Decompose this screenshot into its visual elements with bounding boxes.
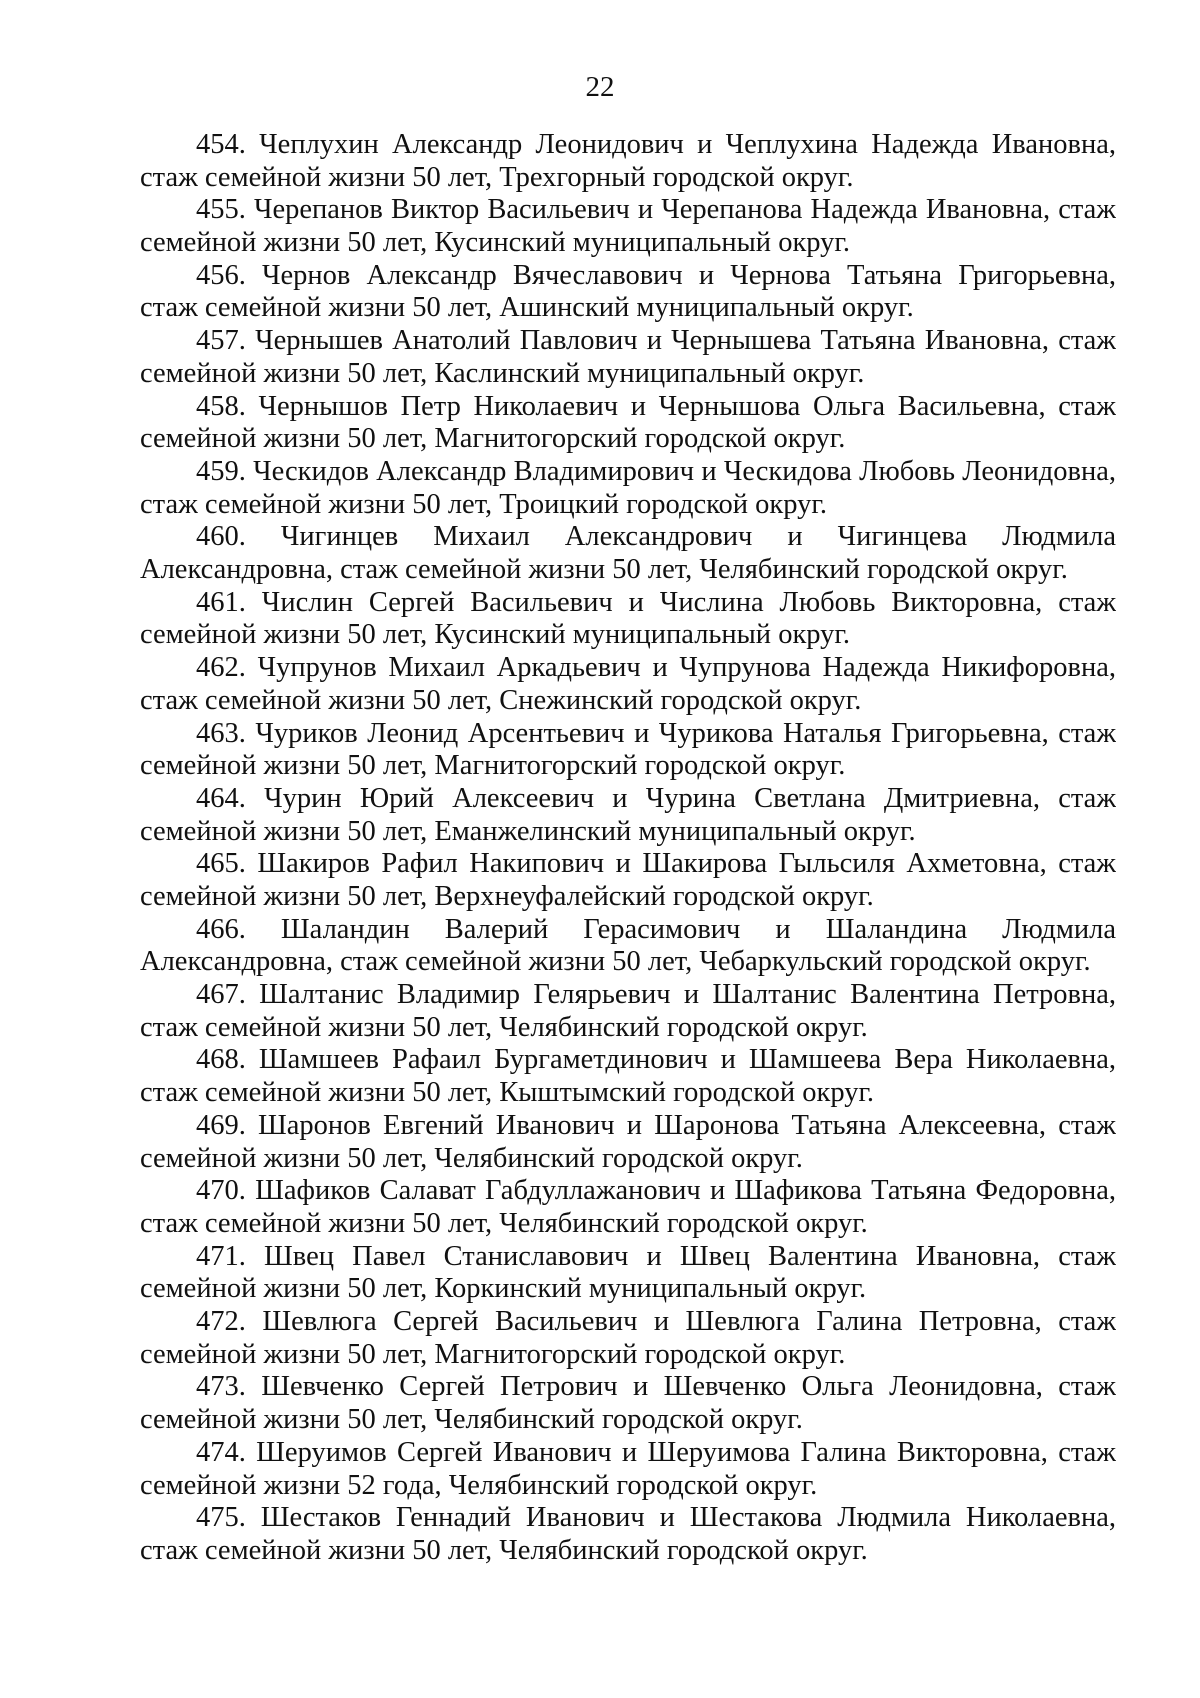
- entry-text-line-2: семейной жизни 50 лет, Кусинский муниципальный округ.: [140, 227, 851, 259]
- entry-number: 456.: [196, 259, 246, 291]
- entry-number: 454.: [196, 129, 246, 160]
- entry-text-line-1: Чигинцев Михаил Александрович и Чигинцева Людмила: [280, 521, 1116, 553]
- entry-number: 472.: [196, 1306, 246, 1338]
- list-item: [140, 1371, 1116, 1436]
- entry-number: 475.: [196, 1502, 246, 1534]
- entry-text-line-2: стаж семейной жизни 50 лет, Челябинский городской округ.: [140, 1534, 868, 1566]
- entry-text-line-2: Александровна, стаж семейной жизни 50 лет, Челябинский городской округ.: [140, 554, 1068, 586]
- entry-text-line-1: Шамшеев Рафаил Бургаметдинович и Шамшеева Вера Николаевна,: [258, 1044, 1116, 1076]
- entry-number: 461.: [196, 586, 246, 618]
- entry-text-line-1: Числин Сергей Васильевич и Числина Любовь Викторовна, стаж: [261, 586, 1116, 618]
- entry-text-line-2: стаж семейной жизни 50 лет, Кыштымский городской округ.: [140, 1077, 875, 1109]
- entry-text-line-1: Шафиков Салават Габдуллажанович и Шафикова Татьяна Федоровна,: [255, 1175, 1116, 1207]
- entry-list: [140, 129, 1116, 1568]
- entry-first-line: [140, 260, 1116, 293]
- list-item: [140, 456, 1116, 521]
- list-item: [140, 1044, 1116, 1109]
- entry-first-line: [140, 718, 1116, 751]
- entry-text-line-1: Черепанов Виктор Васильевич и Черепанова Надежда Ивановна, стаж: [253, 194, 1116, 226]
- entry-first-line: [140, 1241, 1116, 1274]
- entry-number: 465.: [196, 848, 246, 880]
- entry-text-line-2: семейной жизни 50 лет, Кусинский муниципальный округ.: [140, 619, 851, 651]
- entry-text-line-1: Шевченко Сергей Петрович и Шевченко Ольга Леонидовна, стаж: [261, 1371, 1116, 1403]
- entry-text-line-2: стаж семейной жизни 50 лет, Троицкий городской округ.: [140, 488, 827, 520]
- entry-text-line-1: Чеплухин Александр Леонидович и Чеплухина Надежда Ивановна,: [259, 129, 1116, 160]
- list-item: [140, 521, 1116, 586]
- entry-first-line: [140, 1437, 1116, 1470]
- entry-text-line-1: Чупрунов Михаил Аркадьевич и Чупрунова Надежда Никифоровна,: [257, 652, 1116, 684]
- list-item: [140, 391, 1116, 456]
- entry-first-line: [140, 194, 1116, 227]
- entry-text-line-1: Ческидов Александр Владимирович и Ческидова Любовь Леонидовна,: [253, 455, 1116, 487]
- entry-text-line-1: Шеруимов Сергей Иванович и Шеруимова Галина Викторовна, стаж: [256, 1436, 1116, 1468]
- list-item: [140, 783, 1116, 848]
- entry-number: 462.: [196, 652, 246, 684]
- entry-text-line-2: семейной жизни 50 лет, Еманжелинский муниципальный округ.: [140, 815, 916, 847]
- entry-first-line: [140, 979, 1116, 1012]
- entry-text-line-2: семейной жизни 50 лет, Магнитогорский городской округ.: [140, 1338, 846, 1370]
- entry-number: 470.: [196, 1175, 246, 1207]
- entry-text-line-2: стаж семейной жизни 50 лет, Ашинский муниципальный округ.: [140, 292, 914, 324]
- entry-number: 466.: [196, 913, 246, 945]
- entry-first-line: [140, 456, 1116, 489]
- entry-text-line-1: Шестаков Геннадий Иванович и Шестакова Людмила Николаевна,: [260, 1502, 1116, 1534]
- entry-first-line: [140, 391, 1116, 424]
- entry-text-line-2: стаж семейной жизни 50 лет, Челябинский городской округ.: [140, 1011, 868, 1043]
- entry-first-line: [140, 914, 1116, 947]
- entry-number: 464.: [196, 782, 246, 814]
- entry-first-line: [140, 848, 1116, 881]
- list-item: [140, 325, 1116, 390]
- list-item: [140, 1175, 1116, 1240]
- entry-first-line: [140, 325, 1116, 358]
- entry-text-line-2: семейной жизни 50 лет, Коркинский муниципальный округ.: [140, 1273, 867, 1305]
- entry-text-line-2: семейной жизни 50 лет, Челябинский городской округ.: [140, 1142, 803, 1174]
- list-item: [140, 129, 1116, 194]
- list-item: [140, 587, 1116, 652]
- entry-text-line-2: семейной жизни 50 лет, Верхнеуфалейский городской округ.: [140, 880, 874, 912]
- entry-text-line-2: семейной жизни 50 лет, Магнитогорский городской округ.: [140, 750, 846, 782]
- entry-text-line-1: Чернышов Петр Николаевич и Чернышова Ольга Васильевна, стаж: [258, 390, 1116, 422]
- entry-text-line-1: Швец Павел Станиславович и Швец Валентина Ивановна, стаж: [264, 1240, 1116, 1272]
- entry-number: 457.: [196, 325, 246, 357]
- list-item: [140, 194, 1116, 259]
- list-item: [140, 718, 1116, 783]
- entry-text-line-2: семейной жизни 52 года, Челябинский городской округ.: [140, 1469, 818, 1501]
- entry-number: 474.: [196, 1436, 246, 1468]
- entry-text-line-1: Шалтанис Владимир Гелярьевич и Шалтанис Валентина Петровна,: [259, 979, 1116, 1011]
- entry-first-line: [140, 1044, 1116, 1077]
- entry-text-line-2: стаж семейной жизни 50 лет, Челябинский городской округ.: [140, 1207, 868, 1239]
- entry-text-line-1: Чернов Александр Вячеславович и Чернова Татьяна Григорьевна,: [262, 259, 1116, 291]
- entry-number: 458.: [196, 390, 246, 422]
- entry-text-line-1: Чуриков Леонид Арсентьевич и Чурикова Наталья Григорьевна, стаж: [255, 717, 1116, 749]
- entry-first-line: [140, 1175, 1116, 1208]
- entry-first-line: [140, 129, 1116, 162]
- page-number: 22: [585, 71, 615, 103]
- entry-number: 455.: [196, 194, 246, 226]
- entry-text-line-1: Шакиров Рафил Накипович и Шакирова Гыльсиля Ахметовна, стаж: [257, 848, 1116, 880]
- list-item: [140, 1437, 1116, 1502]
- entry-first-line: [140, 1371, 1116, 1404]
- entry-text-line-1: Шаронов Евгений Иванович и Шаронова Татьяна Алексеевна, стаж: [258, 1109, 1116, 1141]
- entry-first-line: [140, 1306, 1116, 1339]
- entry-text-line-1: Шаландин Валерий Герасимович и Шаландина Людмила: [280, 913, 1116, 945]
- entry-text-line-2: Александровна, стаж семейной жизни 50 лет, Чебаркульский городской округ.: [140, 946, 1091, 978]
- entry-first-line: [140, 587, 1116, 620]
- list-item: [140, 1306, 1116, 1371]
- entry-first-line: [140, 1502, 1116, 1535]
- list-item: [140, 1110, 1116, 1175]
- entry-number: 469.: [196, 1109, 246, 1141]
- entry-first-line: [140, 521, 1116, 554]
- list-item: [140, 652, 1116, 717]
- entry-text-line-2: семейной жизни 50 лет, Магнитогорский городской округ.: [140, 423, 846, 455]
- list-item: [140, 1502, 1116, 1567]
- entry-text-line-1: Чернышев Анатолий Павлович и Чернышева Татьяна Ивановна, стаж: [255, 325, 1116, 357]
- entry-number: 473.: [196, 1371, 246, 1403]
- entry-text-line-1: Шевлюга Сергей Васильевич и Шевлюга Галина Петровна, стаж: [262, 1306, 1116, 1338]
- list-item: [140, 260, 1116, 325]
- entry-number: 463.: [196, 717, 246, 749]
- entry-first-line: [140, 652, 1116, 685]
- entry-number: 460.: [196, 521, 246, 553]
- entry-number: 459.: [196, 455, 246, 487]
- entry-text-line-2: семейной жизни 50 лет, Каслинский муниципальный округ.: [140, 357, 865, 389]
- entry-text-line-2: стаж семейной жизни 50 лет, Трехгорный городской округ.: [140, 161, 854, 193]
- list-item: [140, 979, 1116, 1044]
- list-item: [140, 914, 1116, 979]
- list-item: [140, 848, 1116, 913]
- list-item: [140, 1241, 1116, 1306]
- entry-number: 467.: [196, 979, 246, 1011]
- entry-number: 471.: [196, 1240, 246, 1272]
- entry-number: 468.: [196, 1044, 246, 1076]
- entry-text-line-2: семейной жизни 50 лет, Челябинский городской округ.: [140, 1404, 803, 1436]
- entry-text-line-1: Чурин Юрий Алексеевич и Чурина Светлана Дмитриевна, стаж: [264, 782, 1116, 814]
- entry-text-line-2: стаж семейной жизни 50 лет, Снежинский городской округ.: [140, 684, 862, 716]
- entry-first-line: [140, 783, 1116, 816]
- entry-first-line: [140, 1110, 1116, 1143]
